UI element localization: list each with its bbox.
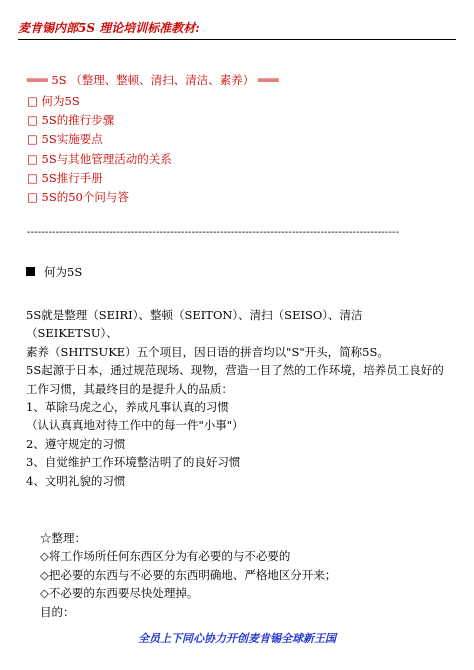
seiri-point: ◇将工作场所任何东西区分为有必要的与不必要的: [40, 549, 291, 564]
body-text: [26, 306, 452, 490]
toc-item-manual[interactable]: □ 5S推行手册: [27, 170, 103, 185]
black-square-bullet-icon: [26, 267, 35, 276]
toc-title: ═══ 5S （整理、整顿、清扫、清洁、素养） ═══: [27, 73, 279, 87]
section-title: 何为5S: [44, 265, 83, 279]
table-of-contents: [27, 92, 172, 207]
document-header: 麦肯锡内部5S 理论培训标准教材:: [18, 21, 200, 35]
seiri-point: ◇把必要的东西与不必要的东西明确地、严格地区分开来；: [40, 567, 337, 582]
header-divider: [18, 39, 456, 40]
seiri-heading: ☆整理：: [40, 531, 86, 545]
dashed-separator: --------------------------------------------------------------------------------------------------------: [27, 227, 400, 238]
list-item-note: （认认真真地对待工作中的每一件"小事"）: [26, 418, 244, 433]
toc-item-qa[interactable]: □ 5S的50个问与答: [27, 189, 129, 204]
toc-item-steps[interactable]: □ 5S的推行步骤: [27, 113, 115, 128]
document-footer: 全员上下同心协力开创麦肯锡全球新王国: [138, 632, 336, 645]
toc-item-key-points[interactable]: □ 5S实施要点: [27, 132, 103, 147]
list-item: 2、遵守规定的习惯: [26, 436, 126, 451]
paragraph-definition: 5S就是整理（SEIRI）、整顿（SEITON）、清扫（SEISO）、清洁（SEIKETSU）、: [26, 308, 363, 341]
seiri-point: ◇不必要的东西要尽快处理掉。: [40, 586, 199, 601]
list-item: 3、自觉维护工作环境整洁明了的良好习惯: [26, 455, 241, 470]
paragraph-definition-cont: 素养（SHITSUKE）五个项目，因日语的拼音均以"S"开头，简称5S。: [26, 344, 389, 359]
list-item: 4、文明礼貌的习惯: [26, 473, 126, 488]
section-heading: [26, 264, 82, 280]
seiri-purpose-label: 目的：: [40, 604, 75, 619]
seiri-subsection: [40, 529, 452, 621]
list-item: 1、革除马虎之心，养成凡事认真的习惯: [26, 400, 229, 415]
toc-item-relations[interactable]: □ 5S与其他管理活动的关系: [27, 151, 172, 166]
paragraph-origin: 5S起源于日本，通过规范现场、现物，营造一目了然的工作环境，培养员工良好的工作习惯，其最终目的是提升人的品质：: [26, 363, 444, 396]
toc-item-what-is-5s[interactable]: □ 何为5S: [27, 94, 80, 108]
